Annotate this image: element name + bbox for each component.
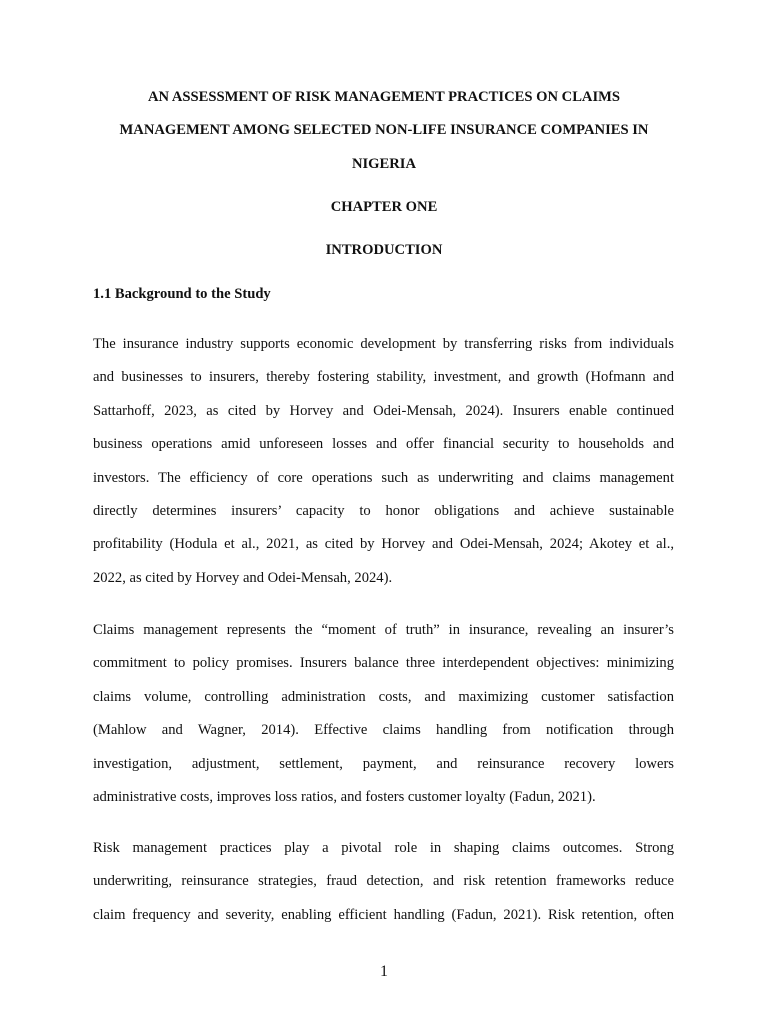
paragraph-line: Sattarhoff, 2023, as cited by Horvey and Odei-Mensah, 2024). Insurers enable continued	[93, 402, 674, 419]
document-title-line-3: NIGERIA	[351, 156, 417, 172]
chapter-label: CHAPTER ONE	[330, 199, 438, 215]
paragraph-line: claim frequency and severity, enabling efficient handling (Fadun, 2021). Risk retention, often	[93, 906, 674, 923]
paragraph-line: directly determines insurers’ capacity to honor obligations and achieve sustainable	[93, 502, 674, 519]
paragraph-line: (Mahlow and Wagner, 2014). Effective claims handling from notification through	[93, 722, 674, 739]
paragraph-line: commitment to policy promises. Insurers balance three interdependent objectives: minimizing	[93, 655, 674, 672]
paragraph-line: claims volume, controlling administration costs, and maximizing customer satisfaction	[93, 688, 674, 705]
paragraph-line: investors. The efficiency of core operations such as underwriting and claims management	[93, 469, 674, 486]
paragraph-1	[93, 335, 674, 602]
paragraph-line: The insurance industry supports economic development by transferring risks from individuals	[93, 336, 674, 352]
page-number: 1	[380, 963, 388, 980]
chapter-title: INTRODUCTION	[325, 242, 443, 258]
document-title-line-1: AN ASSESSMENT OF RISK MANAGEMENT PRACTICES ON CLAIMS	[147, 89, 621, 105]
paragraph-3	[93, 839, 674, 939]
paragraph-line: profitability (Hodula et al., 2021, as cited by Horvey and Odei-Mensah, 2024; Akotey et al.,	[93, 536, 674, 553]
paragraph-line: 2022, as cited by Horvey and Odei-Mensah, 2024).	[93, 569, 393, 586]
paragraph-line: business operations amid unforeseen losses and offer financial security to households and	[93, 436, 674, 453]
document-title-line-2: MANAGEMENT AMONG SELECTED NON-LIFE INSURANCE COMPANIES IN	[119, 122, 649, 138]
paragraph-line: Risk management practices play a pivotal role in shaping claims outcomes. Strong	[93, 840, 674, 856]
section-heading: 1.1 Background to the Study	[93, 286, 271, 302]
paragraph-line: underwriting, reinsurance strategies, fraud detection, and risk retention frameworks reduce	[93, 873, 674, 890]
paragraph-line: administrative costs, improves loss ratios, and fosters customer loyalty (Fadun, 2021).	[93, 788, 596, 805]
paragraph-line: Claims management represents the “moment of truth” in insurance, revealing an insurer’s	[93, 622, 674, 638]
paragraph-line: and businesses to insurers, thereby fostering stability, investment, and growth (Hofmann and	[93, 369, 674, 386]
paragraph-2	[93, 621, 674, 821]
paragraph-line: investigation, adjustment, settlement, payment, and reinsurance recovery lowers	[93, 755, 674, 772]
